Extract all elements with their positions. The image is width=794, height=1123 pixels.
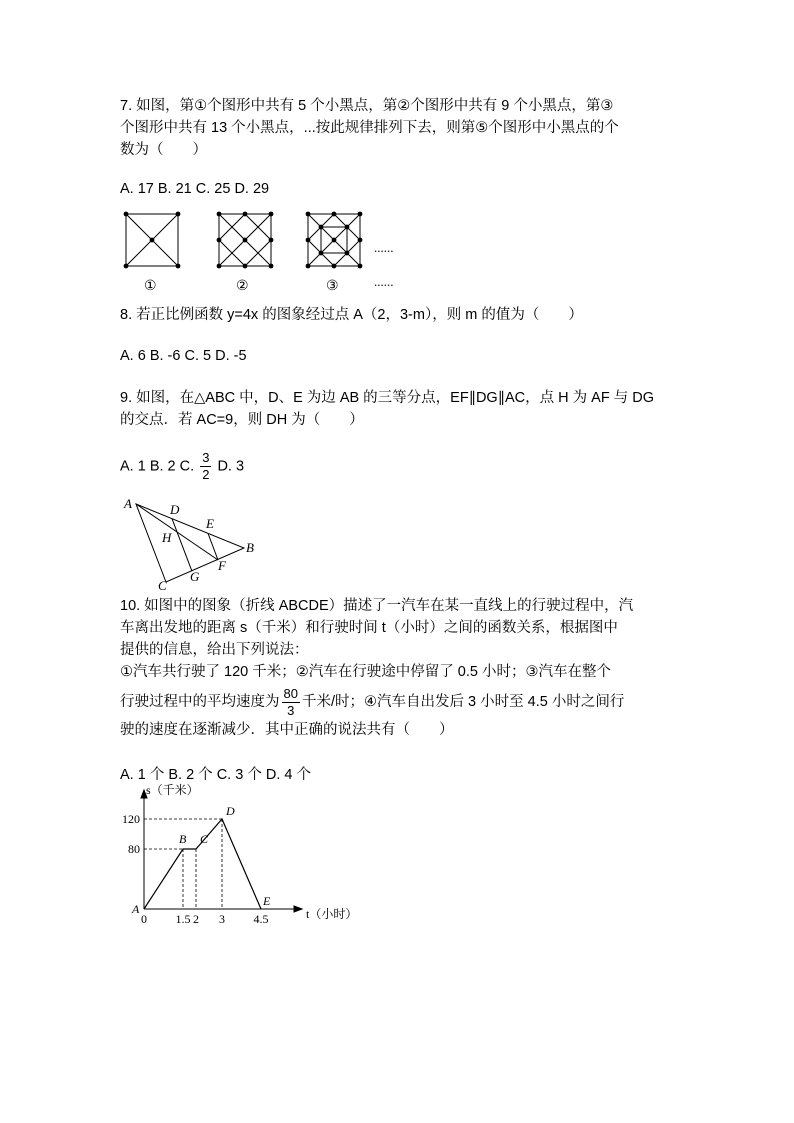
q10-line-5-pre: 行驶过程中的平均速度为 <box>120 694 280 710</box>
point-label: B <box>179 832 187 846</box>
q9-triangle-figure <box>118 492 268 592</box>
q10-frac-den: 3 <box>287 702 295 718</box>
q7-line-2: 个图形中共有 13 个小黑点，...按此规律排列下去，则第⑤个图形中小黑点的个 <box>120 120 619 136</box>
q7-dot-figures <box>118 206 418 298</box>
q9-label-E: E <box>206 516 214 531</box>
x-tick-label: 4.5 <box>253 912 269 926</box>
q10-fraction <box>282 686 300 719</box>
q8-line: 8. 若正比例函数 y=4x 的图象经过点 A（2，3-m），则 m 的值为（ ） <box>120 307 583 323</box>
q10-options: A. 1 个 B. 2 个 C. 3 个 D. 4 个 <box>120 767 311 783</box>
y-tick-label: 120 <box>122 812 140 826</box>
q9-label-H: H <box>162 530 172 545</box>
q9-line-1: 9. 如图，在△ABC 中，D、E 为边 AB 的三等分点，EF∥DG∥AC，点 H 为 AF 与 DG <box>120 390 654 406</box>
q9-options <box>120 450 244 483</box>
x-tick-label: 2 <box>193 912 199 926</box>
q10-line-5 <box>120 684 624 720</box>
x-tick-label: 3 <box>219 912 225 926</box>
q7-line-1: 7. 如图，第①个图形中共有 5 个小黑点，第②个图形中共有 9 个小黑点，第③ <box>120 98 614 114</box>
q9-fraction <box>200 450 211 483</box>
q9-label-D: D <box>170 502 180 517</box>
q10-line-6: 驶的速度在逐渐减少．其中正确的说法共有（ ） <box>120 722 454 738</box>
q9-frac-num: 3 <box>202 450 210 465</box>
q7-fig-label-2: ② <box>236 279 249 294</box>
x-axis-label: t（小时） <box>306 907 358 921</box>
q10-line-1: 10. 如图中的图象（折线 ABCDE）描述了一汽车在某一直线上的行驶过程中，汽 <box>120 598 634 614</box>
x-axis-arrow <box>294 906 302 912</box>
point-label: C <box>200 832 209 846</box>
q7-fig-label-1: ① <box>144 279 157 294</box>
y-axis-label: s（千米） <box>146 783 199 797</box>
q9-label-F: F <box>218 558 226 573</box>
q8-options: A. 6 B. -6 C. 5 D. -5 <box>120 348 247 364</box>
q9-label-G: G <box>190 569 200 584</box>
point-label: E <box>263 894 271 908</box>
q9-label-B: B <box>246 540 254 555</box>
y-tick-label: 80 <box>128 842 140 856</box>
q9-options-pre: A. 1 B. 2 C. <box>120 458 195 475</box>
q9-line-2: 的交点．若 AC=9，则 DH 为（ ） <box>120 412 364 428</box>
q10-st-chart <box>110 780 370 930</box>
q9-options-post: D. 3 <box>217 458 245 475</box>
q10-frac-num: 80 <box>283 685 298 701</box>
q9-label-A: A <box>124 496 132 511</box>
q7-line-3: 数为（ ） <box>120 142 207 158</box>
point-label: A <box>132 902 140 916</box>
x-tick-label: 0 <box>141 912 147 926</box>
q10-line-4: ①汽车共行驶了 120 千米；②汽车在行驶途中停留了 0.5 小时；③汽车在整个 <box>120 664 611 680</box>
x-tick-label: 1.5 <box>175 912 191 926</box>
q7-fig-label-3: ③ <box>326 279 339 294</box>
point-label: D <box>226 804 235 818</box>
q9-label-C: C <box>158 578 167 592</box>
q7-ellipsis-1: ...... <box>374 240 394 255</box>
q9-frac-den: 2 <box>202 467 210 482</box>
q7-options: A. 17 B. 21 C. 25 D. 29 <box>120 181 270 197</box>
q10-line-2: 车离出发地的距离 s（千米）和行驶时间 t（小时）之间的函数关系，根据图中 <box>120 620 618 636</box>
q7-ellipsis-2: ...... <box>374 274 394 289</box>
q10-line-3: 提供的信息，给出下列说法： <box>120 642 309 658</box>
q10-line-5-post: 千米/时；④汽车自出发后 3 小时至 4.5 小时之间行 <box>301 694 625 710</box>
